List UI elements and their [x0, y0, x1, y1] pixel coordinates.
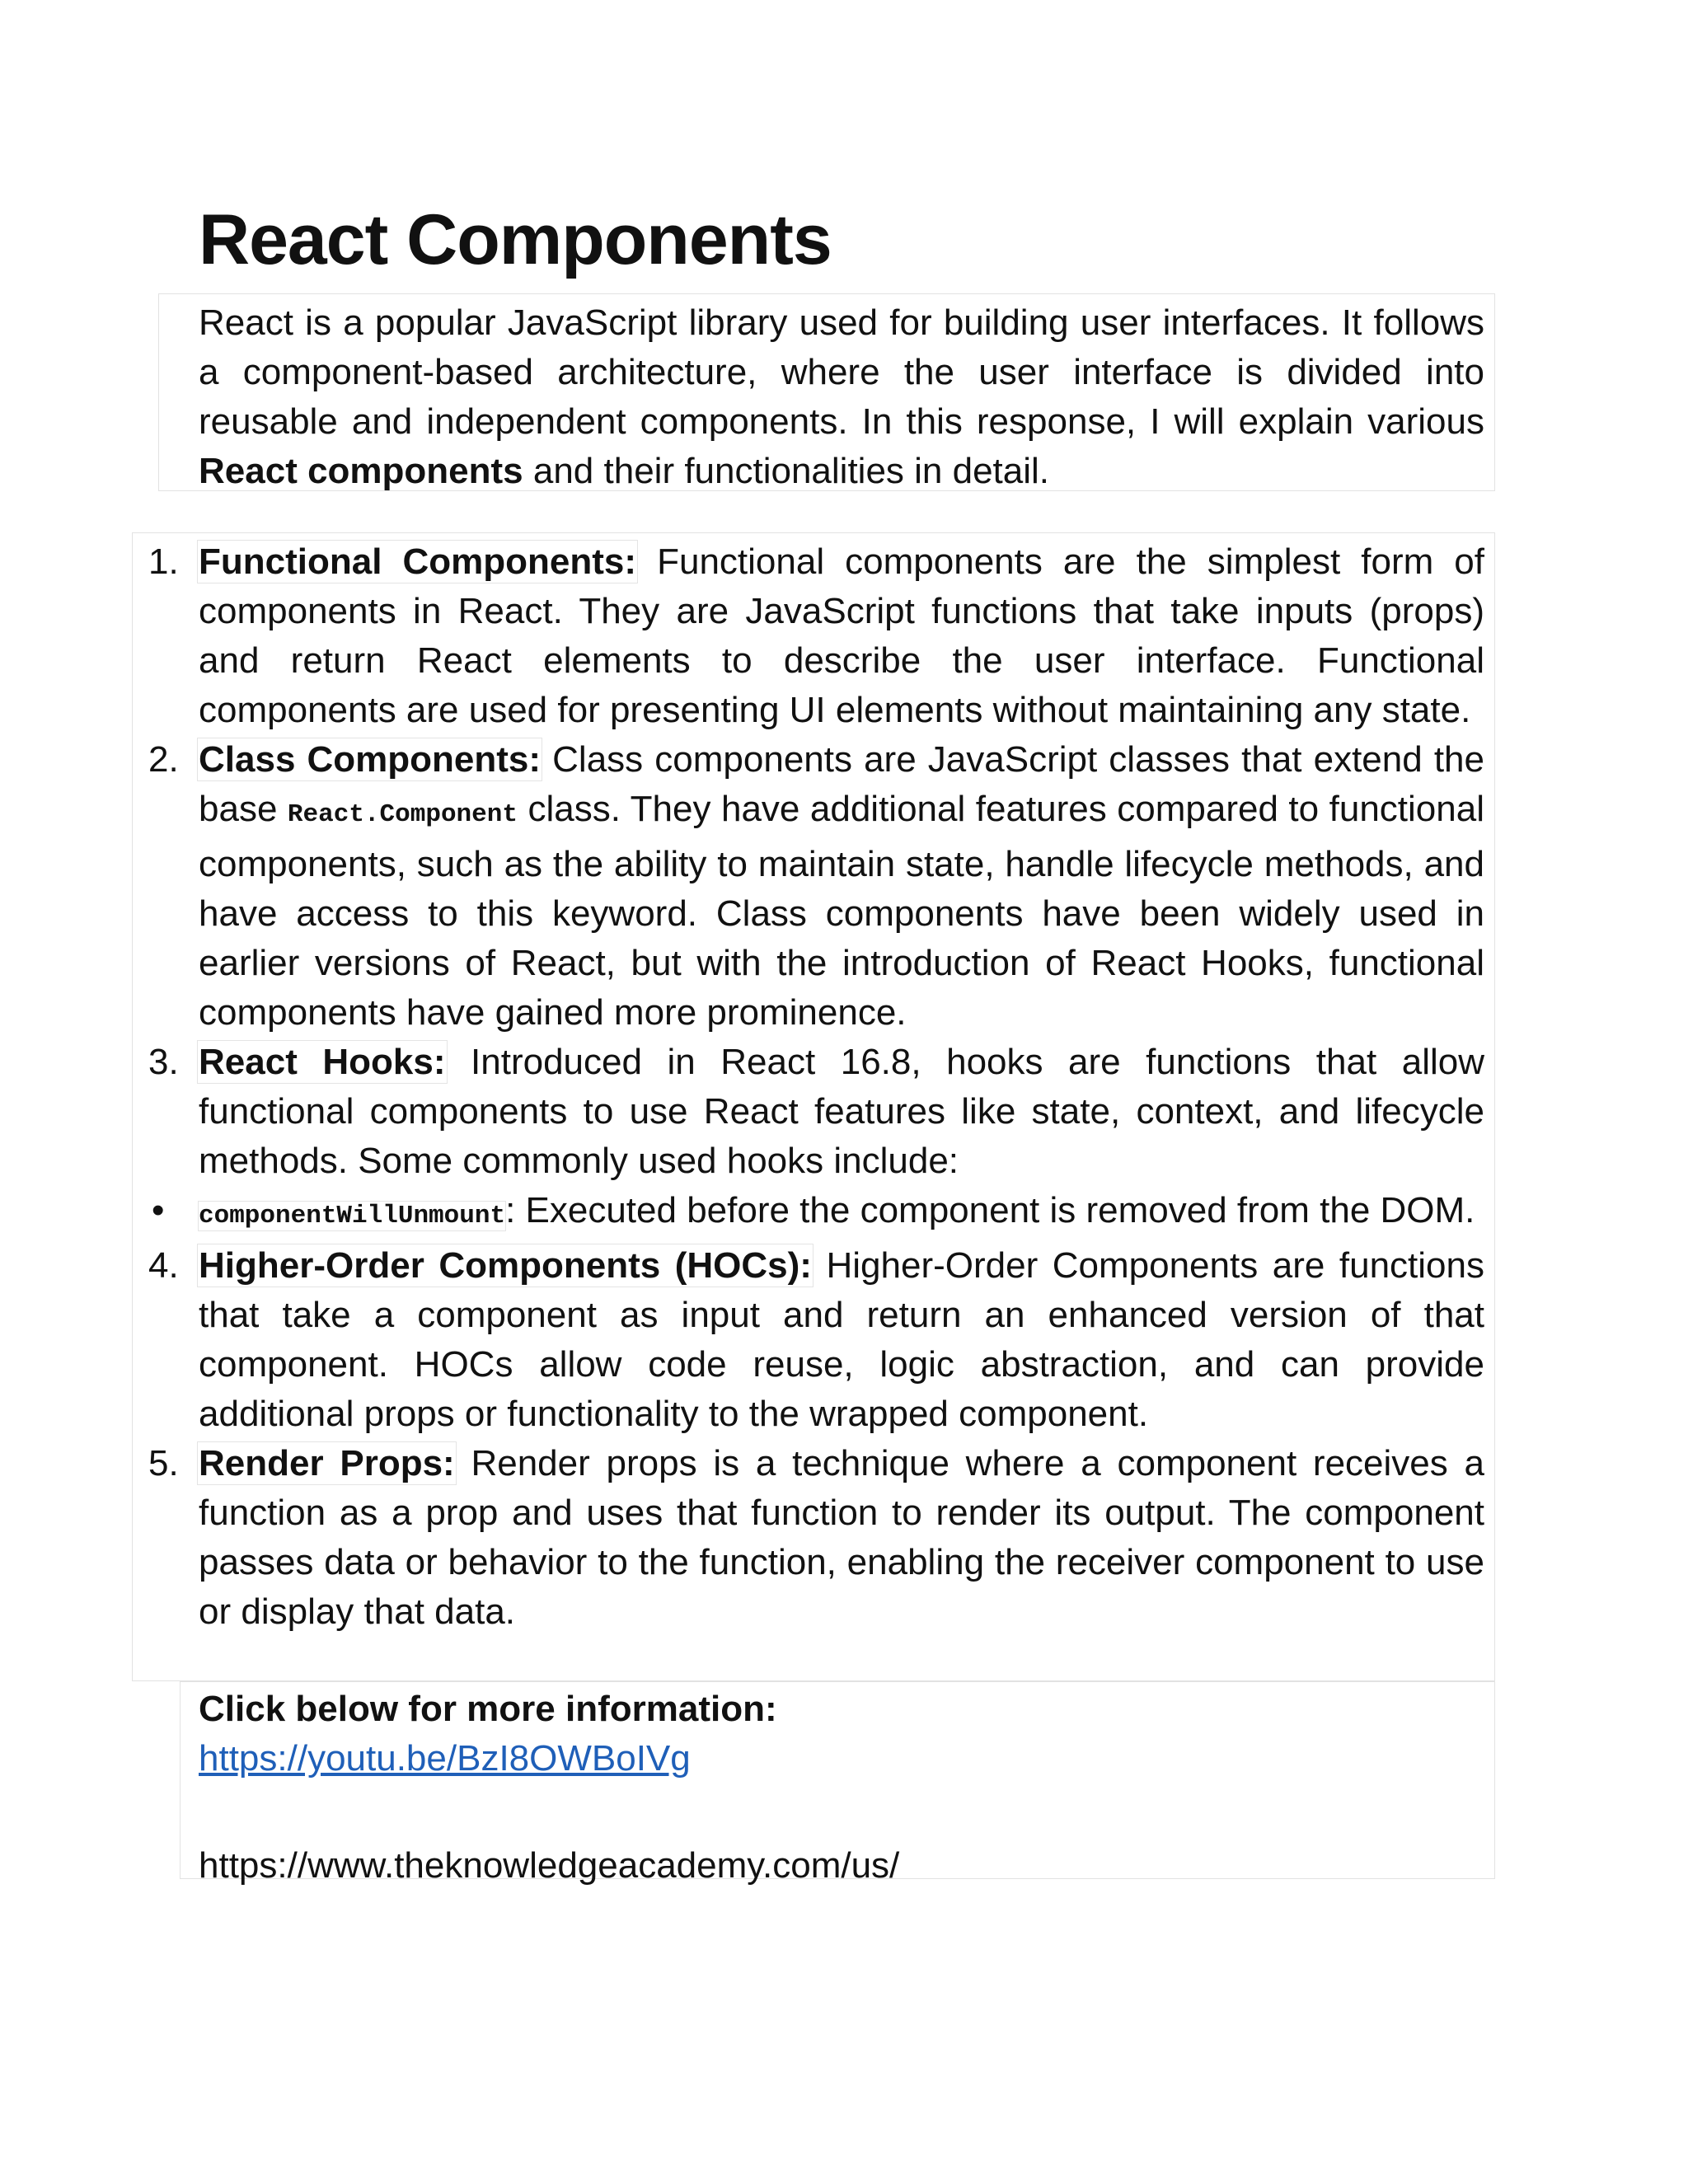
item-term: Render Props: [199, 1443, 455, 1483]
item-term: Higher-Order Components (HOCs): [199, 1245, 812, 1286]
list-marker: 3. [148, 1042, 179, 1082]
academy-url-text: https://www.theknowledgeacademy.com/us/ [199, 1845, 900, 1886]
youtube-link[interactable]: https://youtu.be/BzI8OWBoIVg [199, 1738, 691, 1779]
list-marker: 2. [148, 739, 179, 780]
item-text: Render props is a technique where a component receives a function as a prop and uses that function to render its output. The component passes data or behavior to the function, enabling the receiver component to use or display that data. [199, 1443, 1485, 1632]
intro-text: React is a popular JavaScript library used for building user interfaces. It follows a component-based architecture, where the user interface is divided into reusable and independent components. In this response, I will explain various [199, 302, 1484, 442]
item-term: Class Components: [199, 739, 542, 780]
components-list [0, 537, 1688, 1637]
intro-paragraph [199, 298, 1484, 496]
item-text: Functional components are the simplest form of components in React. They are JavaScript functions that take inputs (props) and return React elements to describe the user interface. Functional components are used for presenting UI elements without maintaining any state. [199, 541, 1484, 730]
item-term: React Hooks: [199, 1042, 446, 1082]
item-text: Higher-Order Components are functions that take a component as input and return an enhanced version of that component. HOCs allow code reuse, logic abstraction, and can provide additional props or functionality to the wrapped component. [199, 1245, 1484, 1434]
item-text: Class components are JavaScript classes that extend the base [199, 739, 1484, 829]
list-item-higher-order-components [0, 1241, 1688, 1439]
document-title: React Components [199, 200, 832, 279]
inline-code: componentWillUnmount [199, 1202, 506, 1230]
intro-end-text: and their functionalities in detail. [523, 451, 1050, 491]
list-item-component-will-unmount [0, 1186, 1688, 1241]
list-item-render-props [0, 1439, 1688, 1637]
item-term: Functional Components: [199, 541, 637, 582]
inline-code: React.Component [287, 800, 518, 829]
footer-section [199, 1685, 1484, 1891]
item-text: Introduced in React 16.8, hooks are functions that allow functional components to use React features like state, context, and lifecycle methods. Some commonly used hooks include: [199, 1042, 1484, 1181]
item-text: : Executed before the component is removed from the DOM. [505, 1190, 1475, 1230]
list-item-functional-components [0, 537, 1688, 735]
list-marker: 4. [148, 1245, 179, 1286]
more-info-heading: Click below for more information: [199, 1689, 777, 1729]
bullet-marker: • [152, 1190, 165, 1230]
list-item-react-hooks [0, 1038, 1688, 1186]
intro-bold-text: React components [199, 451, 523, 491]
list-marker: 1. [148, 541, 179, 582]
list-marker: 5. [148, 1443, 179, 1483]
item-text: class. They have additional features compared to functional components, such as the ability to maintain state, handle lifecycle methods, and have access to this keyword. Class components have been widely used in earlier versions of React, but with the introduction of React Hooks, functional components have gained more prominence. [199, 789, 1484, 1033]
list-item-class-components [0, 735, 1688, 1038]
